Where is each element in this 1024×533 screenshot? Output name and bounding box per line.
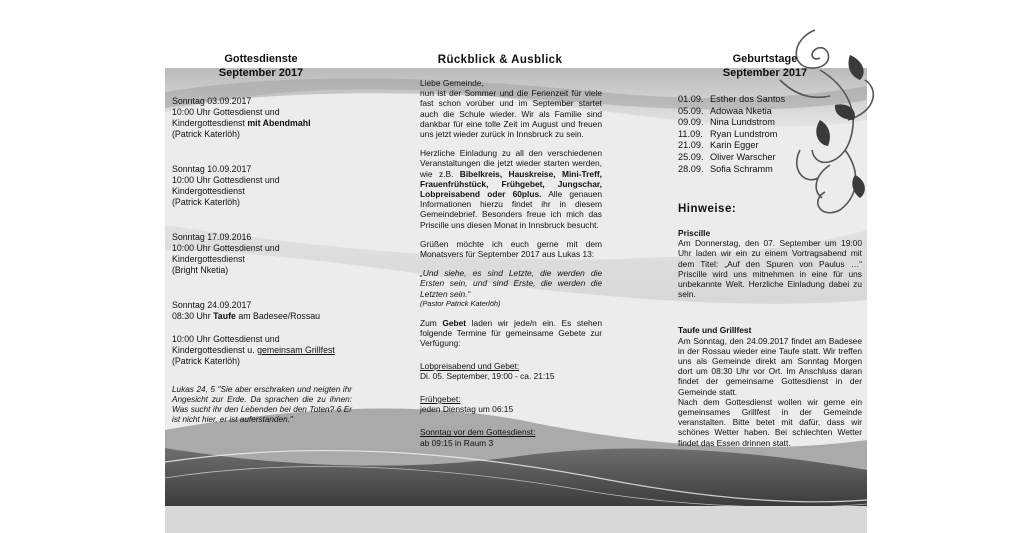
verse-author: (Pastor Patrick Katerlöh) (420, 298, 501, 308)
service-entry (172, 164, 352, 208)
service-date: Sonntag 24.09.2017 (172, 300, 252, 310)
event-list: Bibelkreis, Hauskreise, Mini-Treff, Frauenfrühstück, Frühgebet, Jungschar, Lobpreisabend oder 60plus. (420, 168, 602, 200)
notice-text: Am Sonntag, den 24.09.2017 findet am Badesee in der Rossau wieder eine Taufe statt. Wir treffen uns als Gemeinde direkt am Sonntag Morgen dort um 08:30 Uhr vor Ort. Im Anschluss daran findet der gemeinsame Gottesdienst in der Gemeinde statt. (678, 335, 862, 397)
birthday-name: Adowaa Nketia (710, 105, 772, 116)
birthday-date: 25.09. (678, 151, 704, 162)
birthday-date: 11.09. (678, 128, 703, 139)
paragraph: Grüßen möchte ich euch gerne mit dem Monatsvers für September 2017 aus Lukas 13: (420, 238, 602, 260)
prayer-time: ab 09:15 in Raum 3 (420, 437, 494, 448)
service-preacher: (Patrick Katerlöh) (172, 356, 240, 366)
gottesdienste-header (206, 52, 316, 80)
gottesdienste-month: September 2017 (218, 67, 304, 79)
paragraph (420, 148, 602, 230)
service-date: Sonntag 17.09.2016 (172, 232, 252, 242)
hinweise-header: Hinweise: (678, 203, 737, 215)
service-entry (172, 232, 352, 276)
birthday-date: 01.09. (678, 94, 704, 104)
service-text: Kindergottesdienst (172, 118, 248, 128)
service-text: Kindergottesdienst u. (172, 345, 258, 355)
paragraph: nun ist der Sommer und die Ferienzeit für viele fast schon vorüber und im September startet auch die Schule wieder. Wir als Familie sind dankbar für eine tolle Zeit im August und freuen uns jetzt wieder zurück in Innsbruck zu sein. (420, 88, 602, 140)
service-line: 10:00 Uhr Gottesdienst und (172, 243, 280, 253)
service-text: 08:30 Uhr (172, 311, 214, 321)
birthday-date: 28.09. (678, 163, 704, 174)
prayer-time: jeden Dienstag um 06:15 (420, 404, 514, 415)
birthday-date: 21.09. (678, 140, 704, 151)
paragraph (420, 318, 602, 349)
hinweise-column (678, 228, 862, 456)
birthday-name: Esther dos Santos (710, 94, 786, 104)
paragraph-text: Alle genauen Informationen hierzu findet ihr in diesem Gemeindebrief. Besonders freue ich mich das Priscille uns diesen Monat in Innsbruck besucht. (420, 189, 602, 230)
lukas-quote: Lukas 24, 5 "Sie aber erschraken und neigten ihr Angesicht zur Erde. Da sprachen die zu ihnen: Was sucht ihr den Lebenden bei den Toten? 6 Er ist nicht hier, er ist auferstanden." (172, 385, 352, 424)
service-entry (172, 334, 352, 367)
geburtstage-title: Geburtstage (732, 53, 798, 65)
service-entry (172, 96, 352, 140)
prayer-title: Sonntag vor dem Gottesdienst: (420, 427, 536, 438)
birthday-name: Karin Egger (710, 140, 759, 151)
prayer-title: Frühgebet: (420, 394, 461, 405)
service-preacher: (Patrick Katerlöh) (172, 129, 240, 139)
prayer-title: Lobpreisabend und Gebet: (420, 360, 520, 371)
service-line: 10:00 Uhr Gottesdienst und (172, 334, 280, 344)
notice-title: Taufe und Grillfest (678, 325, 752, 336)
prayer-time: Di. 05. September, 19:00 - ca. 21:15 (420, 370, 555, 381)
list-item (678, 117, 785, 129)
list-item (678, 129, 785, 141)
birthday-list (678, 94, 785, 175)
list-item (678, 152, 785, 164)
service-highlight: mit Abendmahl (247, 118, 311, 128)
monthly-verse: „Und siehe, es sind Letzte, die werden die Ersten sein, und sind Erste, die werden die Letzten sein.“ (420, 268, 602, 299)
service-line: Kindergottesdienst (172, 254, 245, 264)
service-preacher: (Bright Nketia) (172, 265, 229, 275)
service-text: am Badesee/Rossau (235, 311, 320, 321)
service-date: Sonntag 10.09.2017 (172, 164, 252, 174)
paragraph-text: laden wir jede/n ein. Es stehen folgende Termine für gemeinsame Gebete zur Verfügung: (420, 318, 602, 349)
birthday-name: Sofia Schramm (710, 163, 773, 174)
birthday-date: 05.09. (678, 105, 704, 116)
services-column (172, 96, 352, 425)
service-date: Sonntag 03.09.2017 (172, 96, 252, 106)
service-line: 10:00 Uhr Gottesdienst und (172, 175, 280, 185)
service-line (172, 345, 352, 356)
gottesdienste-title: Gottesdienste (224, 53, 298, 65)
paragraph-text: Zum (420, 318, 443, 329)
birthday-date: 09.09. (678, 117, 704, 128)
service-highlight: Taufe (213, 311, 236, 321)
rueckblick-header: Rückblick & Ausblick (437, 54, 563, 66)
paragraph-text: Herzliche Einladung zu all den verschiedenen Veranstaltungen die jetzt wieder starten werden, wie z.B. (420, 148, 602, 179)
service-preacher: (Patrick Katerlöh) (172, 197, 240, 207)
notice-text: Am Donnerstag, den 07. September um 19:00 Uhr laden wir ein zu einem Vortragsabend mit dem Titel: „Auf den Spuren von Paulus …“ Priscille wird uns mitnehmen in eine für uns unbekannte Welt. Herzliche Einladung dabei zu sein. (678, 238, 862, 300)
gebet-label: Gebet (442, 318, 467, 329)
service-highlight: gemeinsam Grillfest (257, 345, 335, 355)
list-item (678, 164, 785, 176)
birthday-name: Nina Lundstrom (710, 117, 775, 128)
service-line: 10:00 Uhr Gottesdienst und (172, 107, 280, 117)
geburtstage-month: September 2017 (722, 67, 808, 79)
service-line: Kindergottesdienst (172, 186, 245, 196)
greeting: Liebe Gemeinde, (420, 78, 484, 88)
list-item (678, 94, 785, 106)
birthday-name: Ryan Lundstrom (710, 128, 778, 139)
service-line (172, 311, 352, 322)
rueckblick-column (420, 78, 602, 448)
birthday-name: Oliver Warscher (710, 151, 776, 162)
geburtstage-header (700, 52, 830, 80)
notice-text: Nach dem Gottesdienst wollen wir gerne ein gemeinsames Grillfest in der Gemeinde veranstalten. Bitte betet mit dafür, dass wir schönes Wetter haben. Bei schlechten Wetter findet das Essen drinnen statt. (678, 396, 862, 448)
list-item (678, 106, 785, 118)
service-line (172, 118, 352, 129)
notice-title: Priscille (678, 228, 711, 238)
list-item (678, 140, 785, 152)
service-entry (172, 300, 352, 322)
